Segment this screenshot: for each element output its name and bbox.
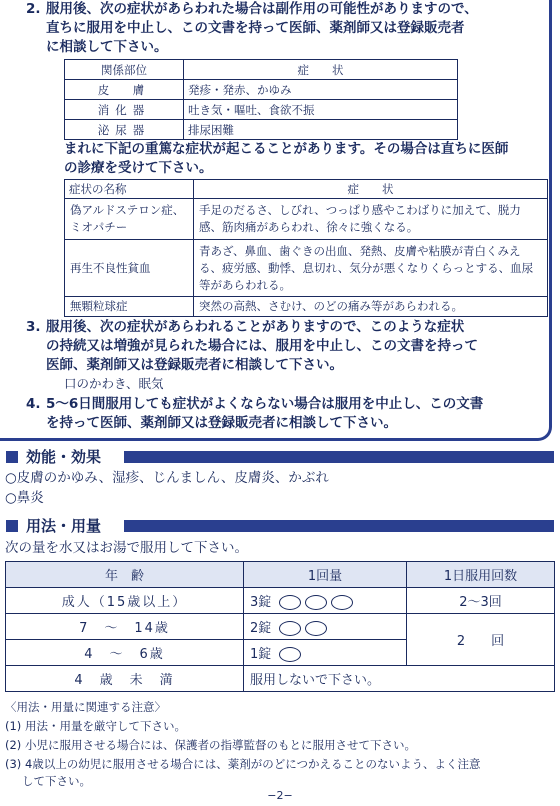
tablet-icon — [279, 621, 301, 636]
item4-line2: を持って医師、薬剤師又は登録販売者に相談して下さい。 — [46, 415, 397, 431]
item3-number: 3. — [26, 319, 41, 335]
age-cell: 4 歳 未 満 — [6, 666, 244, 692]
item2-line2: 直ちに服用を中止し、この文書を持って医師、薬剤師又は登録販売者 — [46, 20, 465, 36]
table-cell: 手足のだるさ、しびれ、つっぱり感やこわばりに加えて、脱力感、筋肉痛があらわれ、徐々に強くなる。 — [194, 199, 548, 240]
table-cell: 青あざ、鼻血、歯ぐきの出血、発熱、皮膚や粘膜が青白くみえる、疲労感、動悸、息切れ、気分が悪くなりくらっとする、血尿等があらわれる。 — [194, 240, 548, 297]
item3-line1: 服用後、次の症状があらわれることがありますので、このような症状 — [46, 319, 465, 335]
item3-symptoms: 口のかわき、眠気 — [64, 376, 164, 391]
table-header: 年 齢 — [6, 562, 244, 588]
table-row — [6, 666, 555, 692]
age-cell: 成人（15歳以上） — [6, 588, 244, 614]
dose-cell — [244, 640, 407, 666]
efficacy-section-header — [6, 447, 554, 467]
note-3: (3) 4歳以上の幼児に服用させる場合には、薬剤がのどにつかえることのないよう、よく注意 — [5, 757, 481, 771]
age-cell: 7 〜 14歳 — [6, 614, 244, 640]
section-square-icon — [6, 520, 18, 532]
efficacy-item-1: ○皮膚のかゆみ、湿疹、じんましん、皮膚炎、かぶれ — [5, 470, 329, 486]
table-header: 関係部位 — [65, 60, 184, 80]
tablet-icon — [331, 595, 353, 610]
table-row — [65, 80, 458, 100]
table-row — [65, 120, 458, 140]
usage-title: 用法・用量 — [26, 517, 102, 535]
table-cell: 皮 膚 — [65, 80, 184, 100]
tablet-icon — [305, 595, 327, 610]
item4-line1: 5〜6日間服用しても症状がよくならない場合は服用を中止し、この文書 — [46, 396, 484, 412]
tablet-icon — [279, 647, 301, 662]
dose-cell — [244, 588, 407, 614]
dose-cell — [244, 614, 407, 640]
table-row — [65, 199, 548, 240]
notes-title: 〈用法・用量に関連する注意〉 — [5, 700, 166, 714]
table-header: 症状の名称 — [65, 180, 194, 199]
table-row — [65, 240, 548, 297]
serious-intro-line2: の診療を受けて下さい。 — [64, 160, 213, 176]
section-square-icon — [6, 451, 18, 463]
table-header: 1回量 — [244, 562, 407, 588]
note-1: (1) 用法・用量を厳守して下さい。 — [5, 719, 186, 733]
dose-text: 1錠 — [250, 647, 272, 662]
dose-text: 3錠 — [250, 595, 272, 610]
tablet-icon — [305, 621, 327, 636]
freq-cell: 2〜3回 — [407, 588, 555, 614]
tablet-icon — [279, 595, 301, 610]
section-bar — [124, 451, 554, 463]
item3-line2: の持続又は増強が見られた場合には、服用を中止し、この文書を持って — [46, 338, 478, 354]
table-cell: 無顆粒球症 — [65, 297, 194, 317]
item2-number: 2. — [26, 1, 41, 17]
dose-text: 2錠 — [250, 621, 272, 636]
freq-cell: 2 回 — [407, 614, 555, 666]
efficacy-item-2: ○鼻炎 — [5, 490, 44, 506]
side-effects-table — [64, 59, 458, 140]
item2-line3: に相談して下さい。 — [46, 39, 168, 55]
table-header: 1日服用回数 — [407, 562, 555, 588]
table-header: 症 状 — [194, 180, 548, 199]
serious-table — [64, 179, 548, 317]
table-row — [65, 297, 548, 317]
usage-section-header — [6, 516, 554, 536]
dose-cell: 服用しないで下さい。 — [244, 666, 555, 692]
table-header: 症 状 — [184, 60, 458, 80]
serious-intro-line1: まれに下記の重篤な症状が起こることがあります。その場合は直ちに医師 — [64, 141, 509, 157]
page-number: −2− — [267, 789, 293, 802]
item2-line1: 服用後、次の症状があらわれた場合は副作用の可能性がありますので、 — [46, 1, 478, 17]
table-cell: 排尿困難 — [184, 120, 458, 140]
table-cell: 突然の高熱、さむけ、のどの痛み等があらわれる。 — [194, 297, 548, 317]
table-row — [6, 588, 555, 614]
usage-intro: 次の量を水又はお湯で服用して下さい。 — [5, 540, 248, 556]
age-cell: 4 〜 6歳 — [6, 640, 244, 666]
table-cell: 消化器 — [65, 100, 184, 120]
dosage-table — [5, 561, 555, 692]
section-bar — [124, 520, 554, 532]
table-cell: 偽アルドステロン症、ミオパチー — [65, 199, 194, 240]
note-2: (2) 小児に服用させる場合には、保護者の指導監督のもとに服用させて下さい。 — [5, 738, 416, 752]
item4-number: 4. — [26, 396, 41, 412]
item3-line3: 医師、薬剤師又は登録販売者に相談して下さい。 — [46, 357, 343, 373]
table-row — [65, 100, 458, 120]
note-3-cont: して下さい。 — [22, 774, 91, 788]
table-cell: 吐き気・嘔吐、食欲不振 — [184, 100, 458, 120]
table-cell: 再生不良性貧血 — [65, 240, 194, 297]
table-row — [6, 614, 555, 640]
table-cell: 発疹・発赤、かゆみ — [184, 80, 458, 100]
table-cell: 泌尿器 — [65, 120, 184, 140]
efficacy-title: 効能・効果 — [26, 448, 102, 466]
